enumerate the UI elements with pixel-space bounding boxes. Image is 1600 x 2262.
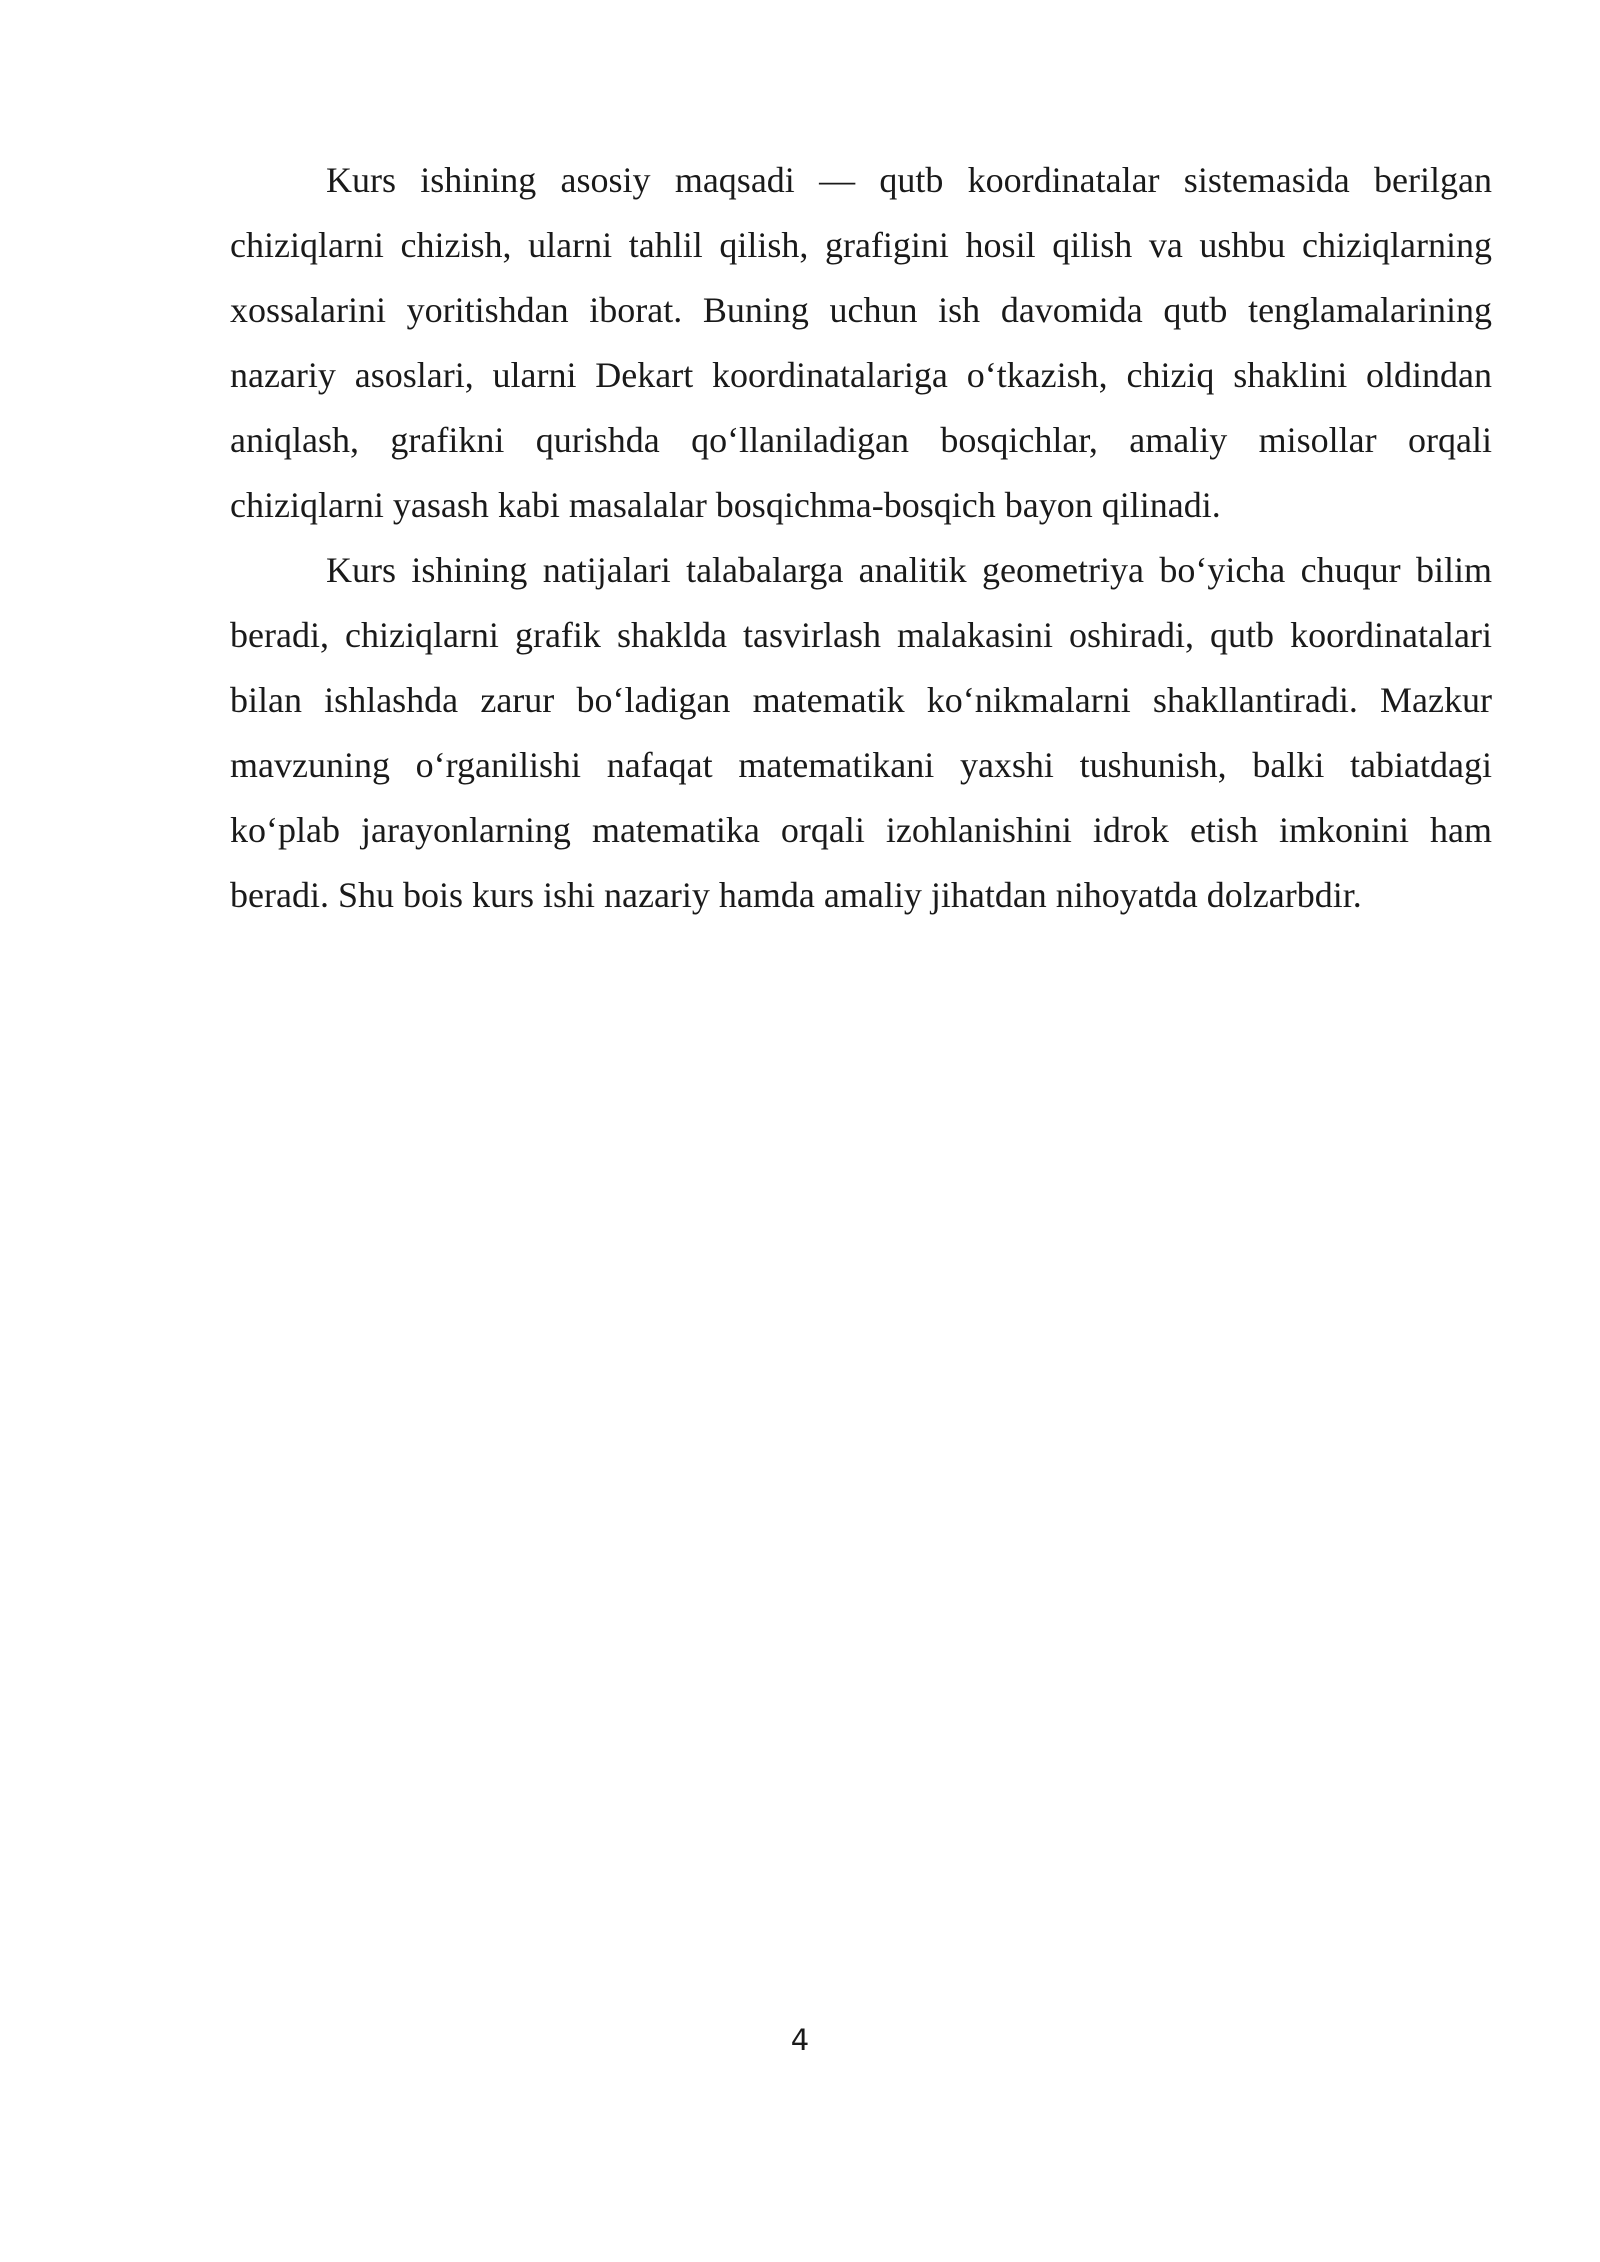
paragraph-2: Kurs ishining natijalari talabalarga analitik geometriya bo‘yicha chuqur bilim beradi, chiziqlarni grafik shaklda tasvirlash malakasini oshiradi, qutb koordinatalari bilan ishlashda zarur bo‘ladigan matematik ko‘nikmalarni shakllantiradi. Mazkur mavzuning o‘rganilishi nafaqat matematikani yaxshi tushunish, balki tabiatdagi ko‘plab jarayonlarning matematika orqali izohlanishini idrok etish imkonini ham beradi. Shu bois kurs ishi nazariy hamda amaliy jihatdan nihoyatda dolzarbdir. bbox=[230, 550, 1492, 915]
body-text bbox=[230, 148, 1492, 928]
paragraph-1: Kurs ishining asosiy maqsadi — qutb koordinatalar sistemasida berilgan chiziqlarni chizish, ularni tahlil qilish, grafigini hosil qilish va ushbu chiziqlarning xossalarini yoritishdan iborat. Buning uchun ish davomida qutb tenglamalarining nazariy asoslari, ularni Dekart koordinatalariga o‘tkazish, chiziq shaklini oldindan aniqlash, grafikni qurishda qo‘llaniladigan bosqichlar, amaliy misollar orqali chiziqlarni yasash kabi masalalar bosqichma-bosqich bayon qilinadi. bbox=[230, 160, 1492, 525]
page-number: 4 bbox=[790, 2023, 810, 2057]
